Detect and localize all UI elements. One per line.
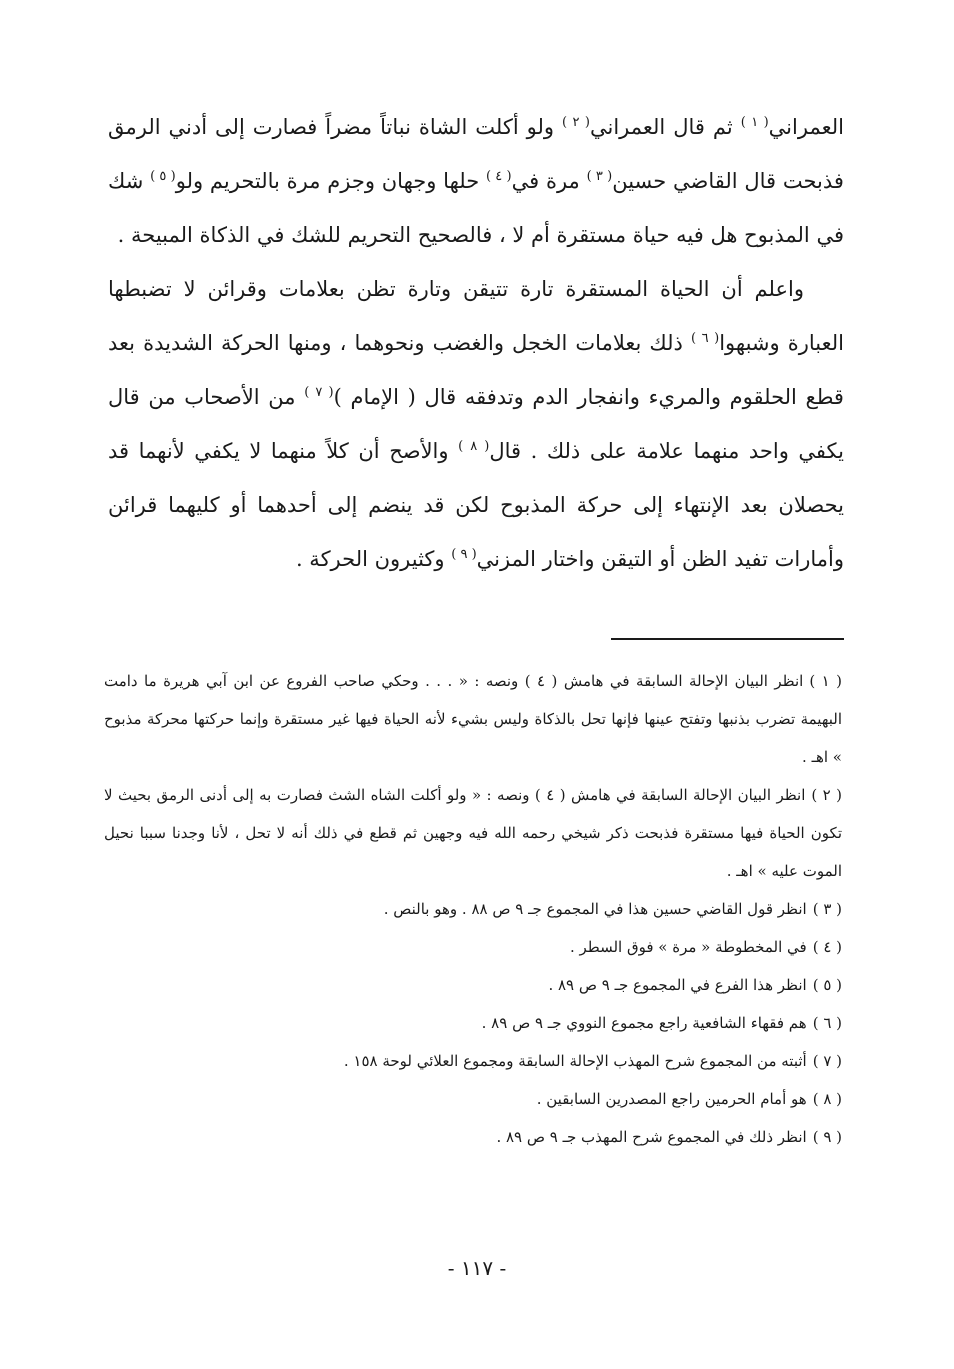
footnote-reference: ( ١ ) [740,115,769,130]
footnote-reference: ( ٩ ) [451,547,477,562]
footnote-item [104,776,842,890]
footnote-item [104,1004,842,1042]
footnote-number: ( ٤ ) [812,938,842,956]
paragraph-text: والأصح أن كلاً منهما لا يكفي لأنهما قد يحصلان بعد الإنتهاء إلى حركة المذبوح لكن قد ينضم إلى أحدهما أو كليهما قرائن وأمارات تفيد الظن أو التيقن واختار المزني [108,439,844,571]
footnote-reference: ( ٥ ) [150,169,176,184]
footnote-number: ( ٩ ) [812,1128,842,1146]
footnote-item [104,1042,842,1080]
paragraph-text: ثم قال العمراني [589,115,741,139]
footnote-text: هو أمام الحرمين راجع المصدرين السابقين . [536,1090,807,1108]
paragraph-text: العمراني [768,115,844,139]
footnote-item [104,928,842,966]
footnote-text: في المخطوطة « مرة » فوق السطر . [569,938,807,956]
footnote-number: ( ٧ ) [812,1052,842,1070]
footnote-divider [611,638,844,640]
footnote-number: ( ٢ ) [811,786,842,804]
footnote-text: انظر ذلك في المجموع شرح المهذب جـ ٩ ص ٨٩ . [496,1128,807,1146]
footnote-item [104,890,842,928]
footnote-text: انظر البيان الإحالة السابقة في هامش ( ٤ ) ونصه : « . . . وحكي صاحب الفروع عن ابن آبي هريرة ما دامت البهيمة تضرب بذنبها وتفتح عينها فإنها تحل بالذكاة وليس بشيء لأنه الحياة فيها غير مستقرة وإنما حركتها محركة مذبوح » اهـ . [104,672,842,766]
footnote-text: أثبته من المجموع شرح المهذب الإحالة السابقة ومجموع العلائي لوحة ١٥٨ . [343,1052,807,1070]
footnote-number: ( ٨ ) [812,1090,842,1108]
footnote-reference: ( ٢ ) [562,115,590,130]
paragraph-text: واعلم أن الحياة المستقرة تارة تتيقن وتارة تظن بعلامات وقرائن لا تضبطها العبارة وشبهوا [108,277,844,355]
footnote-item [104,662,842,776]
footnote-text: انظر قول القاضي حسين هذا في المجموع جـ ٩ ص ٨٨ . وهو بالنص . [383,900,807,918]
footnote-number: ( ١ ) [809,672,842,690]
footnote-item [104,1080,842,1118]
footnote-text: انظر هذا الفرع في المجموع جـ ٩ ص ٨٩ . [548,976,807,994]
footnote-text: انظر البيان الإحالة السابقة في هامش ( ٤ ) ونصه : « ولو أكلت الشاه الشث فصارت به إلى أدنى الرمق بحيث لا تكون الحياة فيها مستقرة فذبحت ذكر شيخي رحمه الله فيه وجهين ثم قطع في ذلك أنه لا تحل ، لأنا وجدنا سببا نحيل الموت عليه » اهـ . [104,786,842,880]
paragraph-2 [108,262,844,586]
footnote-reference: ( ٨ ) [458,439,490,454]
page-number: - ١١٧ - [447,1256,507,1280]
paragraph-text: وكثيرون الحركة . [295,547,452,571]
main-text [108,100,844,586]
footnote-reference: ( ٣ ) [586,169,613,184]
footnotes-list [104,662,842,1156]
footnote-item [104,966,842,1004]
paragraph-1 [108,100,844,262]
paragraph-text: ولو أكلت الشاة نباتاً مضراً فصارت إلى أدني الرمق فذبحت قال القاضي حسين [108,115,844,193]
paragraph-text: حلها وجهان وجزم مرة بالتحريم ولو [175,169,486,193]
footnote-number: ( ٥ ) [812,976,842,994]
footnote-number: ( ٣ ) [812,900,842,918]
paragraph-text: مرة في [511,169,587,193]
paragraph-text: شك في المذبوح هل فيه حياة مستقرة أم لا ، فالصحيح التحريم للشك في الذكاة المبيحة . [108,169,844,247]
paragraph-text: ذلك بعلامات الخجل والغضب ونحوهما ، ومنها الحركة الشديدة بعد قطع الحلقوم والمريء وانفجار الدم وتدفقه قال ( الإمام ) [108,331,844,409]
footnote-item [104,1118,842,1156]
footnote-reference: ( ٦ ) [690,331,720,346]
paragraph-text: من الأصحاب من قال يكفي واحد منهما علامة على ذلك . قال [108,385,844,463]
footnote-text: هم فقهاء الشافعية راجع مجموع النووي جـ ٩ ص ٨٩ . [481,1014,807,1032]
footnote-reference: ( ٧ ) [304,385,334,400]
footnote-number: ( ٦ ) [812,1014,842,1032]
footnote-reference: ( ٤ ) [485,169,512,184]
